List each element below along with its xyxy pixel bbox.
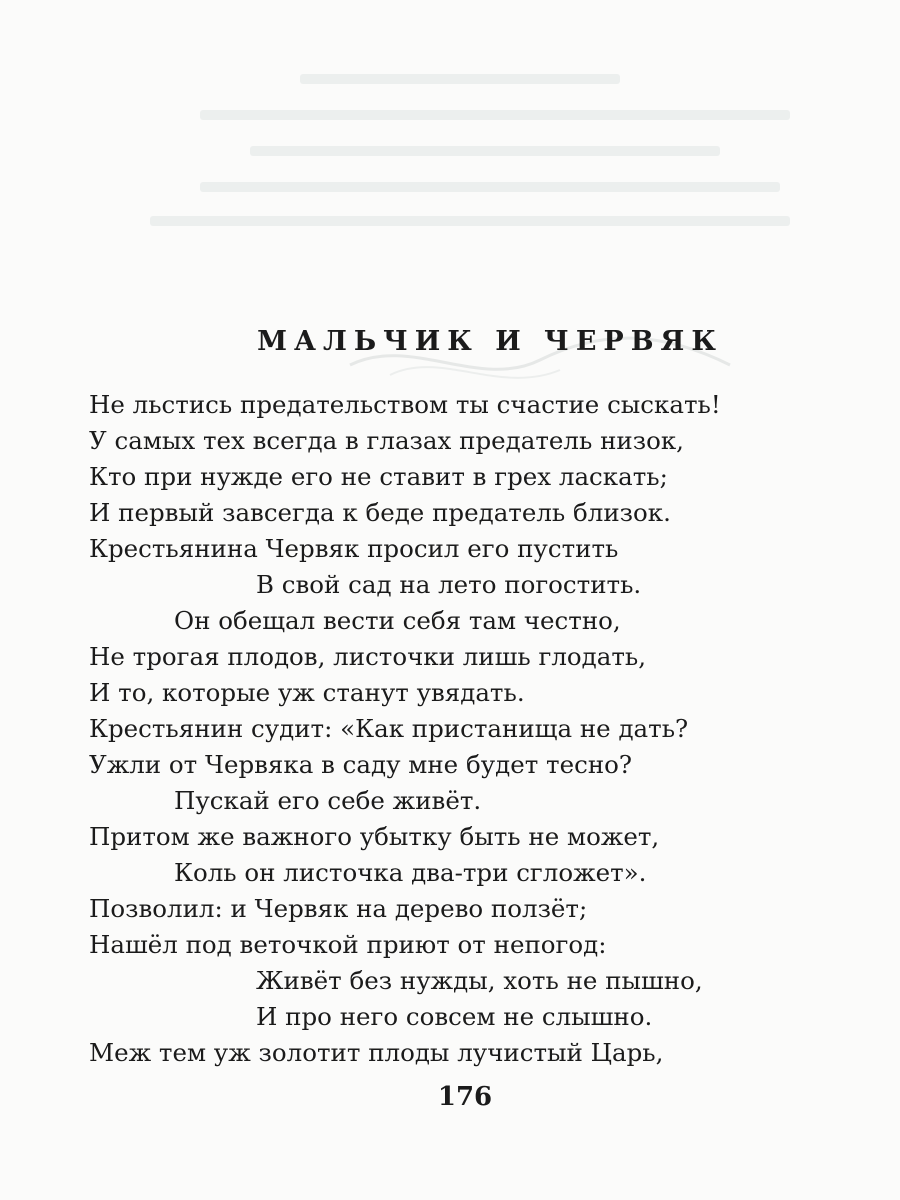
poem-line: У самых тех всегда в глазах предатель низок, [89,426,684,455]
poem-title: МАЛЬЧИК И ЧЕРВЯК [257,326,723,358]
poem-line: Нашёл под веточкой приют от непогод: [89,930,607,959]
poem-line: Кто при нужде его не ставит в грех ласкать; [89,462,668,491]
poem-line: Он обещал вести себя там честно, [174,606,621,635]
poem-line: Крестьянина Червяк просил его пустить [89,534,619,563]
poem-line: Не льстись предательством ты счастие сыскать! [89,390,721,419]
poem-line: И то, которые уж станут увядать. [89,678,525,707]
poem-line: Меж тем уж золотит плоды лучистый Царь, [89,1038,664,1067]
poem-line: Крестьянин судит: «Как пристанища не дать? [89,714,689,743]
poem-line: Пускай его себе живёт. [174,786,482,815]
poem-line: Ужли от Червяка в саду мне будет тесно? [89,750,633,779]
poem-line: Не трогая плодов, листочки лишь глодать, [89,642,647,671]
poem-line: В свой сад на лето погостить. [256,570,642,599]
poem-line: Притом же важного убытку быть не может, [89,822,660,851]
poem-line: Позволил: и Червяк на дерево ползёт; [89,894,588,923]
bleed-through-text [0,0,900,300]
page-number: 176 [437,1082,493,1112]
poem-line: И первый завсегда к беде предатель близок. [89,498,671,527]
poem-line: Коль он листочка два-три сгложет». [174,858,647,887]
poem-line: Живёт без нужды, хоть не пышно, [256,966,703,995]
poem-line: И про него совсем не слышно. [256,1002,653,1031]
